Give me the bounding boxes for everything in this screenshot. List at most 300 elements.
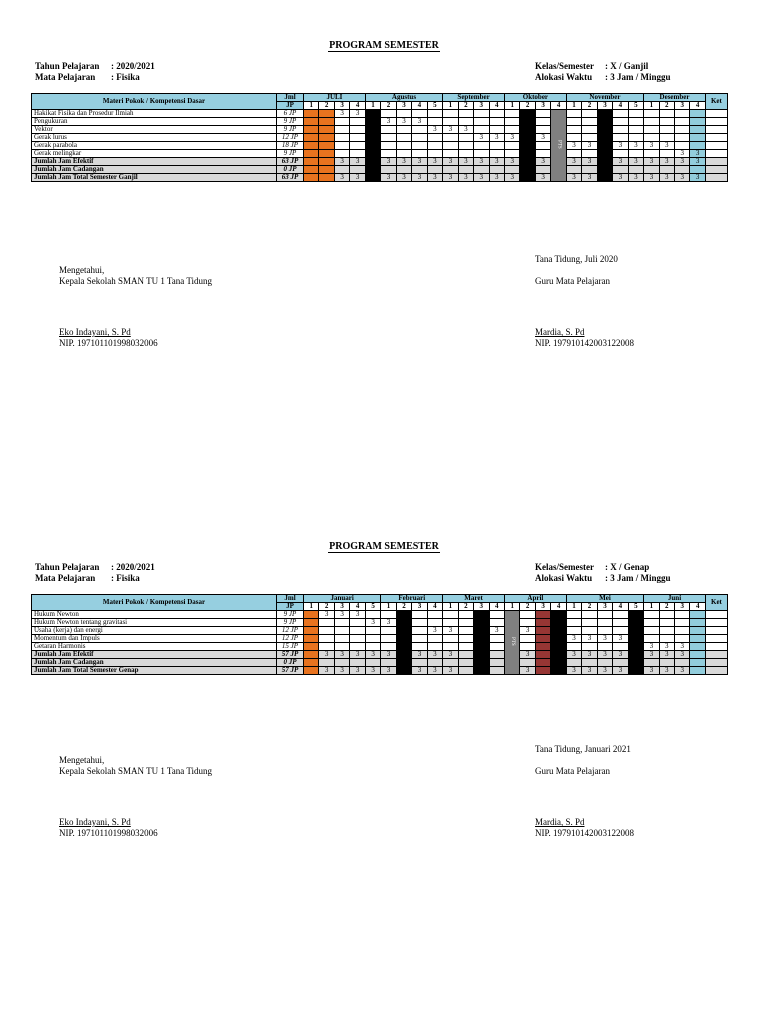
week-cell [597,158,612,166]
tahun-value: : 2020/2021 [111,562,155,572]
week-number: 3 [396,102,411,110]
week-cell [535,110,550,118]
tahun-value: : 2020/2021 [111,61,155,71]
week-cell [319,627,334,635]
week-cell [582,118,597,126]
materi-cell: Usaha (kerja) dan energi [32,627,277,635]
week-number: 2 [659,603,674,611]
week-cell [613,110,628,118]
week-cell [489,126,504,134]
week-cell [690,643,706,651]
week-cell [690,635,706,643]
week-number: 3 [474,102,489,110]
week-cell [504,118,519,126]
place-date: Tana Tidung, Januari 2021 [535,744,631,754]
week-number: 3 [675,603,690,611]
week-cell [458,611,473,619]
week-cell: 3 [334,651,349,659]
week-number: 2 [381,102,396,110]
guru-title: Guru Mata Pelajaran [535,276,610,286]
week-cell [535,142,550,150]
week-cell [334,659,349,667]
week-cell [365,635,381,643]
week-cell [659,659,674,667]
week-cell: 3 [350,667,365,675]
week-cell: 3 [474,651,489,659]
week-number: 3 [535,603,550,611]
week-cell [690,142,705,150]
week-cell: 3 [659,643,674,651]
week-cell [304,611,319,619]
week-cell: 3 [412,118,427,126]
guru-nip: NIP. 197910142003122008 [535,828,635,838]
week-cell [613,659,628,667]
week-cell [504,110,519,118]
week-cell: 3 [566,158,581,166]
week-number: 4 [551,603,566,611]
week-cell [381,142,396,150]
week-cell: 3 [334,611,349,619]
week-cell [597,150,612,158]
alokasi-label: Alokasi Waktu [535,72,593,82]
jp-cell: 12 JP [277,627,304,635]
week-cell [334,126,349,134]
week-cell: 3 [427,651,442,659]
week-cell [350,635,365,643]
week-cell: 3 [675,643,690,651]
week-cell [535,667,550,675]
week-cell: 3 [474,174,489,182]
week-cell [334,635,349,643]
jp-cell: 9 JP [277,619,304,627]
table-row [32,643,728,651]
week-cell [396,134,411,142]
week-cell: 3 [659,174,674,182]
week-cell [520,134,535,142]
materi-cell: Gerak melingkar [32,150,277,158]
week-cell [628,651,643,659]
ket-cell [705,627,727,635]
week-cell [489,142,504,150]
week-cell [319,635,334,643]
week-cell: 3 [489,627,504,635]
week-cell [551,659,566,667]
week-cell: 3 [659,651,674,659]
week-cell [628,118,643,126]
week-cell [535,611,550,619]
week-cell [582,126,597,134]
week-cell [474,627,489,635]
week-cell [675,134,690,142]
week-number: 1 [644,102,659,110]
week-cell: 3 [458,158,473,166]
week-cell: 3 [319,651,334,659]
week-cell: 3 [675,158,690,166]
week-cell [644,619,659,627]
week-cell: 3 [474,667,489,675]
table-row [32,619,728,627]
week-cell [381,627,396,635]
week-cell: 3 [365,619,381,627]
week-cell [458,659,473,667]
week-cell [396,627,411,635]
week-cell [520,611,535,619]
materi-cell: Gerak parabola [32,142,277,150]
meta-right [535,61,671,83]
week-cell [520,118,535,126]
week-number: 4 [489,603,504,611]
week-cell [504,126,519,134]
week-cell [427,166,443,174]
week-cell: 3 [365,667,381,675]
week-cell [659,110,674,118]
jp-cell: 12 JP [277,635,304,643]
week-cell: 3 [644,174,659,182]
week-cell [520,142,535,150]
week-cell [304,174,319,182]
week-cell [319,142,334,150]
week-cell [597,126,612,134]
pts-label: PTS [510,637,516,646]
week-cell [319,166,334,174]
week-number: 2 [582,603,597,611]
week-cell: 3 [334,667,349,675]
week-cell [458,667,473,675]
materi-cell: Getaran Harmonis [32,643,277,651]
week-number: 3 [597,102,612,110]
week-number: 5 [365,603,381,611]
week-cell [535,635,550,643]
week-cell [582,627,597,635]
total-row [32,166,728,174]
guru-name: Mardia, S. Pd [535,817,585,827]
week-cell: 3 [381,158,396,166]
week-cell [474,126,489,134]
week-cell: 3 [535,158,550,166]
week-cell [489,611,504,619]
week-cell [675,659,690,667]
week-cell [365,627,381,635]
table-row [32,126,728,134]
week-cell [365,659,381,667]
ket-cell [705,651,727,659]
week-cell [489,659,504,667]
week-cell: 3 [443,667,458,675]
header-jp: JP [277,102,304,110]
week-cell: 3 [675,150,690,158]
week-number: 1 [365,102,380,110]
week-cell: 3 [350,158,365,166]
semester-ganjil-page [0,0,768,490]
materi-cell: Momentum dan Impuls [32,635,277,643]
week-cell [566,611,581,619]
week-cell [690,659,706,667]
week-cell: 3 [427,158,443,166]
week-cell [304,142,319,150]
week-cell [458,150,473,158]
pts-cell [504,611,519,675]
week-cell: 3 [597,667,612,675]
ket-cell [705,174,727,182]
schedule-table [31,93,728,182]
week-cell [566,134,581,142]
week-number: 5 [628,603,643,611]
week-cell [304,643,319,651]
week-cell [597,619,612,627]
week-cell: 3 [350,611,365,619]
week-cell [628,110,643,118]
week-cell [334,134,349,142]
week-cell [644,611,659,619]
week-number: 5 [628,102,643,110]
week-cell [365,134,380,142]
guru-title: Guru Mata Pelajaran [535,766,610,776]
week-cell [675,627,690,635]
week-cell [304,166,319,174]
week-cell [381,126,396,134]
week-cell [582,643,597,651]
mengetahui-text: Mengetahui, [59,755,105,765]
week-cell [535,126,550,134]
month-header: September [443,94,505,102]
week-number: 1 [504,603,519,611]
week-cell [659,126,674,134]
week-cell [396,126,411,134]
week-cell [474,659,489,667]
week-cell [304,110,319,118]
materi-cell: Hakikat Fisika dan Prosedur Ilmiah [32,110,277,118]
week-cell [535,627,550,635]
week-cell [443,110,458,118]
week-cell: 3 [443,158,458,166]
week-cell: 3 [381,118,396,126]
week-cell: 3 [566,651,581,659]
week-cell [535,643,550,651]
kelas-label: Kelas/Semester [535,61,594,71]
week-number: 4 [350,102,365,110]
week-cell: 3 [443,174,458,182]
week-cell: 3 [582,635,597,643]
week-cell [644,118,659,126]
week-number: 3 [412,603,427,611]
table-row [32,118,728,126]
week-number: 1 [566,102,581,110]
week-cell [458,643,473,651]
week-cell [659,627,674,635]
week-cell [350,126,365,134]
week-cell [659,134,674,142]
week-cell [535,118,550,126]
week-cell [582,134,597,142]
week-cell [304,134,319,142]
jp-cell: 57 JP [277,667,304,675]
week-number: 3 [675,102,690,110]
week-cell [458,166,473,174]
week-cell [412,110,427,118]
week-cell: 3 [334,110,349,118]
week-cell [659,619,674,627]
week-cell [396,150,411,158]
week-number: 1 [644,603,659,611]
week-cell: 3 [566,142,581,150]
materi-cell: Gerak lurus [32,134,277,142]
week-cell: 3 [613,158,628,166]
week-cell [535,659,550,667]
week-cell [381,150,396,158]
week-cell: 3 [427,174,443,182]
week-cell [350,659,365,667]
week-cell [381,134,396,142]
week-cell [304,619,319,627]
week-cell [628,667,643,675]
week-cell: 3 [659,667,674,675]
week-cell: 3 [334,174,349,182]
week-cell [489,635,504,643]
week-cell [365,142,380,150]
week-cell [304,659,319,667]
week-cell: 3 [582,667,597,675]
month-header: Desember [644,94,706,102]
week-cell [412,635,427,643]
week-cell [489,651,504,659]
week-cell [520,126,535,134]
total-label: Jumlah Jam Efektif [32,158,277,166]
week-cell [319,174,334,182]
week-cell [474,619,489,627]
week-cell [690,118,705,126]
meta-right [535,562,671,584]
week-number: 2 [659,102,674,110]
week-cell: 3 [427,126,443,134]
ket-cell [705,659,727,667]
week-cell [412,134,427,142]
week-cell [365,158,380,166]
jp-cell: 6 JP [277,110,304,118]
pts-cell [551,110,566,182]
week-cell [644,635,659,643]
week-cell [520,158,535,166]
week-cell [458,635,473,643]
jp-cell: 9 JP [277,611,304,619]
page-title: PROGRAM SEMESTER [329,541,439,552]
week-cell [334,627,349,635]
week-cell [443,611,458,619]
week-cell [427,619,442,627]
week-cell [474,635,489,643]
kepsek-title: Kepala Sekolah SMAN TU 1 Tana Tidung [59,276,213,286]
week-cell [458,651,473,659]
week-cell [628,150,643,158]
week-cell [396,166,411,174]
week-cell [675,126,690,134]
week-cell [334,166,349,174]
table-row [32,134,728,142]
week-cell: 3 [474,134,489,142]
week-cell [644,134,659,142]
week-cell: 3 [334,158,349,166]
week-cell: 3 [396,619,411,627]
week-cell [644,150,659,158]
week-cell [412,643,427,651]
jp-cell: 9 JP [277,118,304,126]
week-cell: 3 [412,174,427,182]
week-cell: 3 [443,627,458,635]
ket-cell [705,635,727,643]
mapel-value: : Fisika [111,72,140,82]
table-row [32,627,728,635]
week-cell [489,667,504,675]
week-cell: 3 [396,667,411,675]
week-cell [319,134,334,142]
week-cell: 3 [582,142,597,150]
week-cell: 3 [412,651,427,659]
week-cell [566,643,581,651]
jp-cell: 12 JP [277,134,304,142]
week-cell [628,166,643,174]
alokasi-value: : 3 Jam / Minggu [605,573,671,583]
week-cell: 3 [427,667,442,675]
week-cell [304,126,319,134]
week-number: 3 [597,603,612,611]
week-cell: 3 [520,667,535,675]
week-cell: 3 [474,158,489,166]
week-cell [412,619,427,627]
total-label: Jumlah Jam Efektif [32,651,277,659]
jp-cell: 18 JP [277,142,304,150]
week-cell: 3 [489,134,504,142]
week-cell [597,110,612,118]
week-cell: 3 [566,667,581,675]
week-cell [381,611,396,619]
kelas-value: : X / Ganjil [605,61,649,71]
week-cell [551,667,566,675]
week-cell: 3 [582,174,597,182]
kelas-value: : X / Genap [605,562,650,572]
week-number: 3 [535,102,550,110]
week-cell [659,118,674,126]
week-cell [520,643,535,651]
week-cell: 3 [690,174,705,182]
week-cell [474,166,489,174]
week-cell [520,174,535,182]
week-cell: 3 [504,174,519,182]
week-cell: 3 [659,142,674,150]
week-cell [381,110,396,118]
kepsek-name: Eko Indayani, S. Pd [59,817,131,827]
week-cell [597,659,612,667]
week-cell [458,110,473,118]
week-cell [489,150,504,158]
week-number: 4 [690,102,705,110]
jp-cell: 0 JP [277,659,304,667]
kepsek-name: Eko Indayani, S. Pd [59,327,131,337]
week-number: 4 [489,102,504,110]
week-number: 3 [334,603,349,611]
tahun-label: Tahun Pelajaran [35,562,100,572]
week-cell [504,142,519,150]
week-cell [597,627,612,635]
week-cell: 3 [381,619,396,627]
week-cell [535,166,550,174]
week-cell [304,150,319,158]
ket-cell [705,158,727,166]
week-number: 3 [334,102,349,110]
week-cell: 3 [350,110,365,118]
week-cell [381,166,396,174]
week-cell [551,611,566,619]
week-cell [690,667,706,675]
week-cell: 3 [566,174,581,182]
